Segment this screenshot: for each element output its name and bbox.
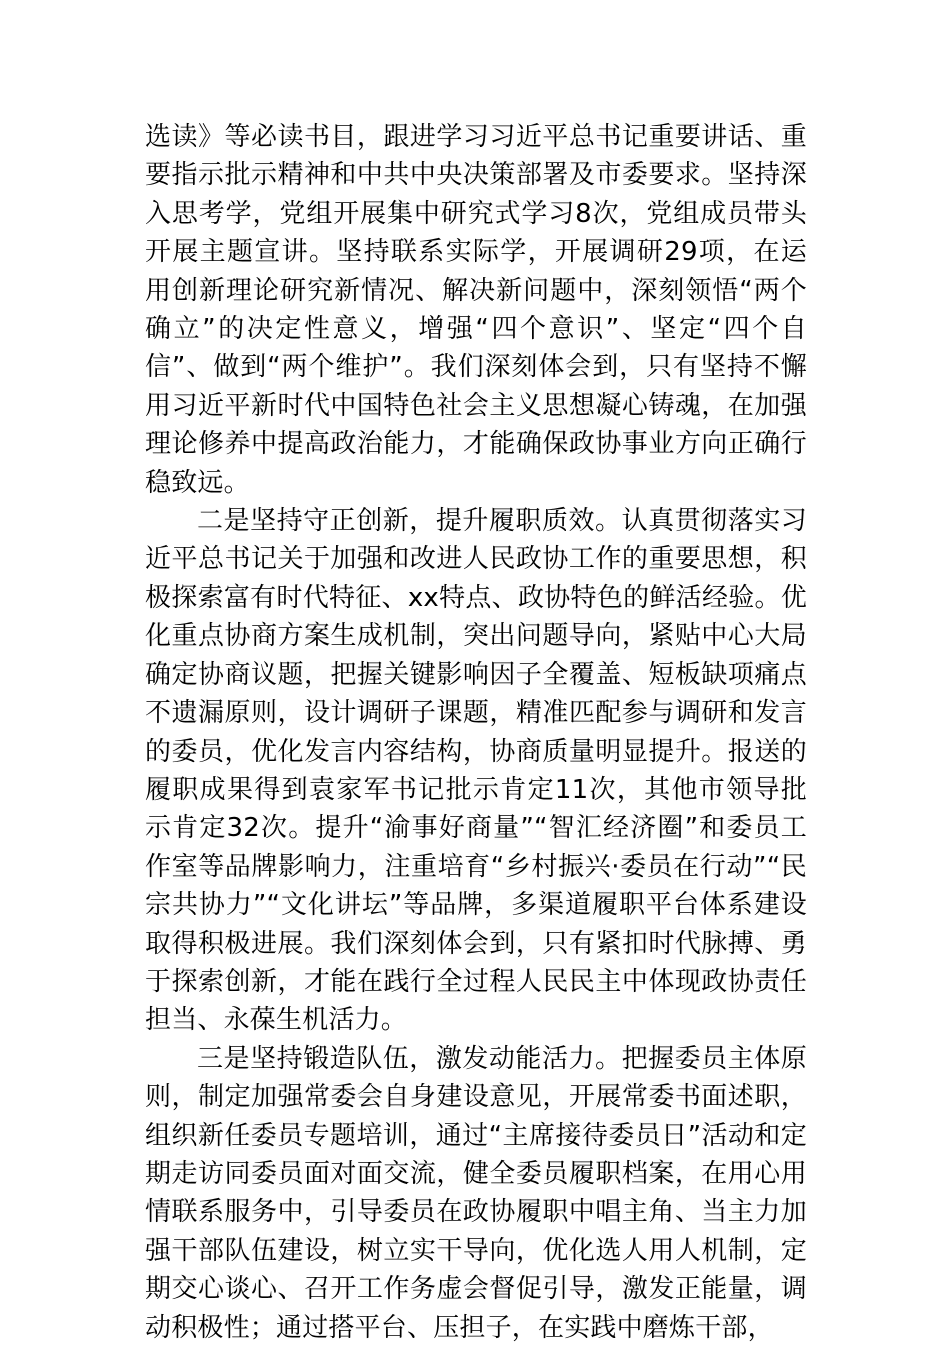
paragraph-team-building: 三是坚持锻造队伍，激发动能活力。把握委员主体原则，制定加强常委会自身建设意见，开展常委书面述职，组织新任委员专题培训，通过“主席接待委员日”活动和定期走访同委员面对面交流，健全委员履职档案，在用心用情联系服务中，引导委员在政协履职中唱主角、当主力加强干部队伍建设，树立实干导向，优化选人用人机制，定期交心谈心、召开工作务虚会督促引导，激发正能量，调动积极性；通过搭平台、压担子，在实践中磨炼干部，	[145, 1043, 807, 1343]
paragraph-continuation: 选读》等必读书目，跟进学习习近平总书记重要讲话、重要指示批示精神和中共中央决策部署及市委要求。坚持深入思考学，党组开展集中研究式学习8次，党组成员带头开展主题宣讲。坚持联系实际学，开展调研29项，在运用创新理论研究新情况、解决新问题中，深刻领悟“两个确立”的决定性意义，增强“四个意识”、坚定“四个自信”、做到“两个维护”。我们深刻体会到，只有坚持不懈用习近平新时代中国特色社会主义思想凝心铸魂，在加强理论修养中提高政治能力，才能确保政协事业方向正确行稳致远。	[145, 122, 807, 498]
document-page	[145, 118, 807, 1347]
paragraph-innovation: 二是坚持守正创新，提升履职质效。认真贯彻落实习近平总书记关于加强和改进人民政协工作的重要思想，积极探索富有时代特征、xx特点、政协特色的鲜活经验。优化重点协商方案生成机制，突出问题导向，紧贴中心大局确定协商议题，把握关键影响因子全覆盖、短板缺项痛点不遗漏原则，设计调研子课题，精准匹配参与调研和发言的委员，优化发言内容结构，协商质量明显提升。报送的履职成果得到袁家军书记批示肯定11次，其他市领导批示肯定32次。提升“渝事好商量”“智汇经济圈”和委员工作室等品牌影响力，注重培育“乡村振兴·委员在行动”“民宗共协力”“文化讲坛”等品牌，多渠道履职平台体系建设取得积极进展。我们深刻体会到，只有紧扣时代脉搏、勇于探索创新，才能在践行全过程人民民主中体现政协责任担当、永葆生机活力。	[145, 506, 807, 1036]
